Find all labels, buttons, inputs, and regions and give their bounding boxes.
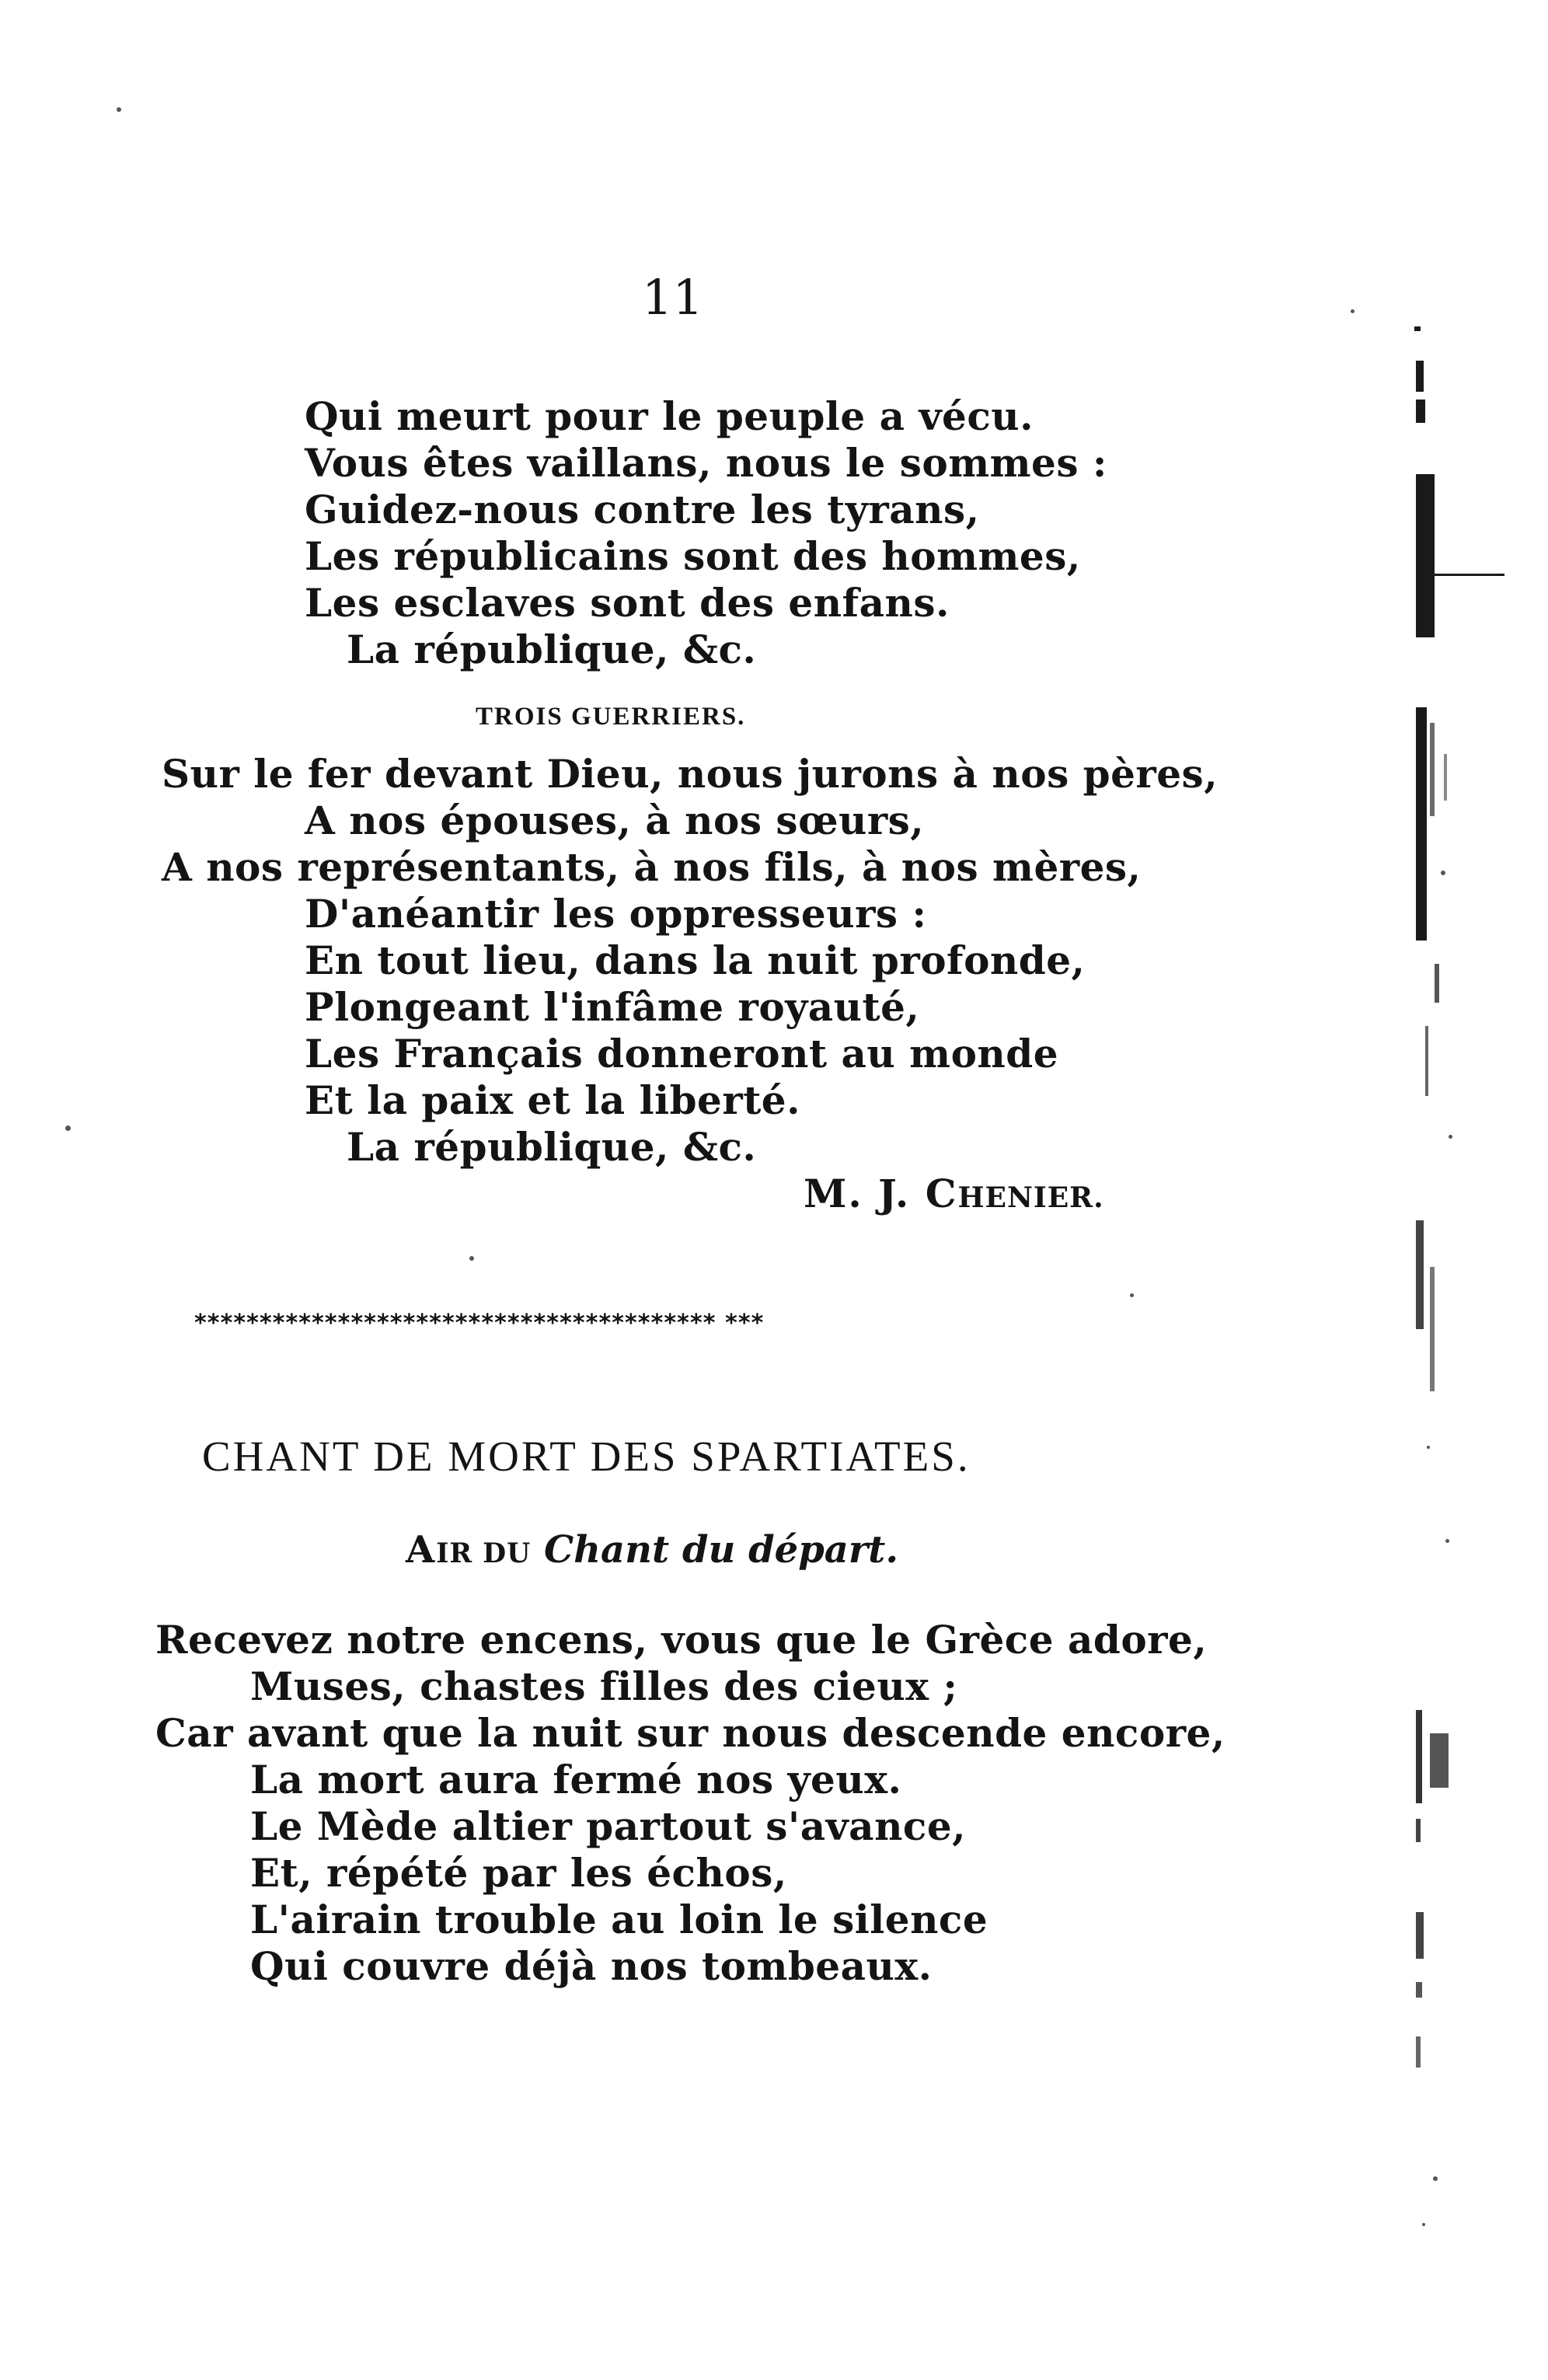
verse-line: Les Français donneront au monde <box>305 1031 1059 1077</box>
page-number: 11 <box>642 269 703 326</box>
verse-line: Recevez notre encens, vous que le Grèce adore, <box>155 1617 1208 1663</box>
verse-line: Vous êtes vaillans, nous le sommes : <box>305 440 1107 486</box>
signature-surname: HENIER. <box>957 1181 1104 1214</box>
verse-line: Car avant que la nuit sur nous descende encore, <box>155 1710 1226 1756</box>
signature-initials: M. J. C <box>804 1171 958 1216</box>
verse-line: Et la paix et la liberté. <box>305 1077 801 1123</box>
refrain-line: La république, &c. <box>347 626 757 672</box>
verse-line: L'airain trouble au loin le silence <box>250 1897 988 1942</box>
verse-line: A nos épouses, à nos sœurs, <box>305 797 925 843</box>
verse-line: D'anéantir les oppresseurs : <box>305 891 927 937</box>
verse-line: Les esclaves sont des enfans. <box>305 580 950 626</box>
air-label <box>406 1528 531 1572</box>
verse-line: Qui meurt pour le peuple a vécu. <box>305 393 1034 439</box>
paper-speck <box>469 1256 474 1261</box>
air-indication <box>406 1528 898 1576</box>
refrain-line: La république, &c. <box>347 1124 757 1170</box>
verse-line: Muses, chastes filles des cieux ; <box>250 1663 958 1709</box>
verse-line: Le Mède altier partout s'avance, <box>250 1803 967 1849</box>
verse-line: Guidez-nous contre les tyrans, <box>305 487 980 532</box>
air-tune-title: Chant du départ. <box>543 1528 899 1572</box>
air-label-initial: A <box>406 1528 437 1572</box>
verse-line: En tout lieu, dans la nuit profonde, <box>305 937 1086 983</box>
verse-line: Et, répété par les échos, <box>250 1850 787 1896</box>
author-signature <box>804 1172 1104 1220</box>
paper-speck <box>117 107 121 112</box>
speaker-heading: TROIS GUERRIERS. <box>476 703 746 731</box>
verse-line: Qui couvre déjà nos tombeaux. <box>250 1943 933 1989</box>
verse-line: A nos représentants, à nos fils, à nos mères, <box>162 844 1142 890</box>
ornamental-divider: **************************************** *** <box>194 1310 765 1337</box>
verse-line: Plongeant l'infâme royauté, <box>305 984 920 1030</box>
paper-speck <box>1130 1293 1134 1297</box>
verse-line: Sur le fer devant Dieu, nous jurons à nos pères, <box>162 751 1219 797</box>
binding-edge-artifact <box>1399 326 1500 2270</box>
paper-speck <box>65 1125 71 1131</box>
paper-speck <box>1351 309 1354 313</box>
verse-line: La mort aura fermé nos yeux. <box>250 1757 902 1802</box>
verse-line: Les républicains sont des hommes, <box>305 533 1081 579</box>
air-label-rest: IR DU <box>436 1538 532 1569</box>
song-title: CHANT DE MORT DES SPARTIATES. <box>202 1433 971 1480</box>
